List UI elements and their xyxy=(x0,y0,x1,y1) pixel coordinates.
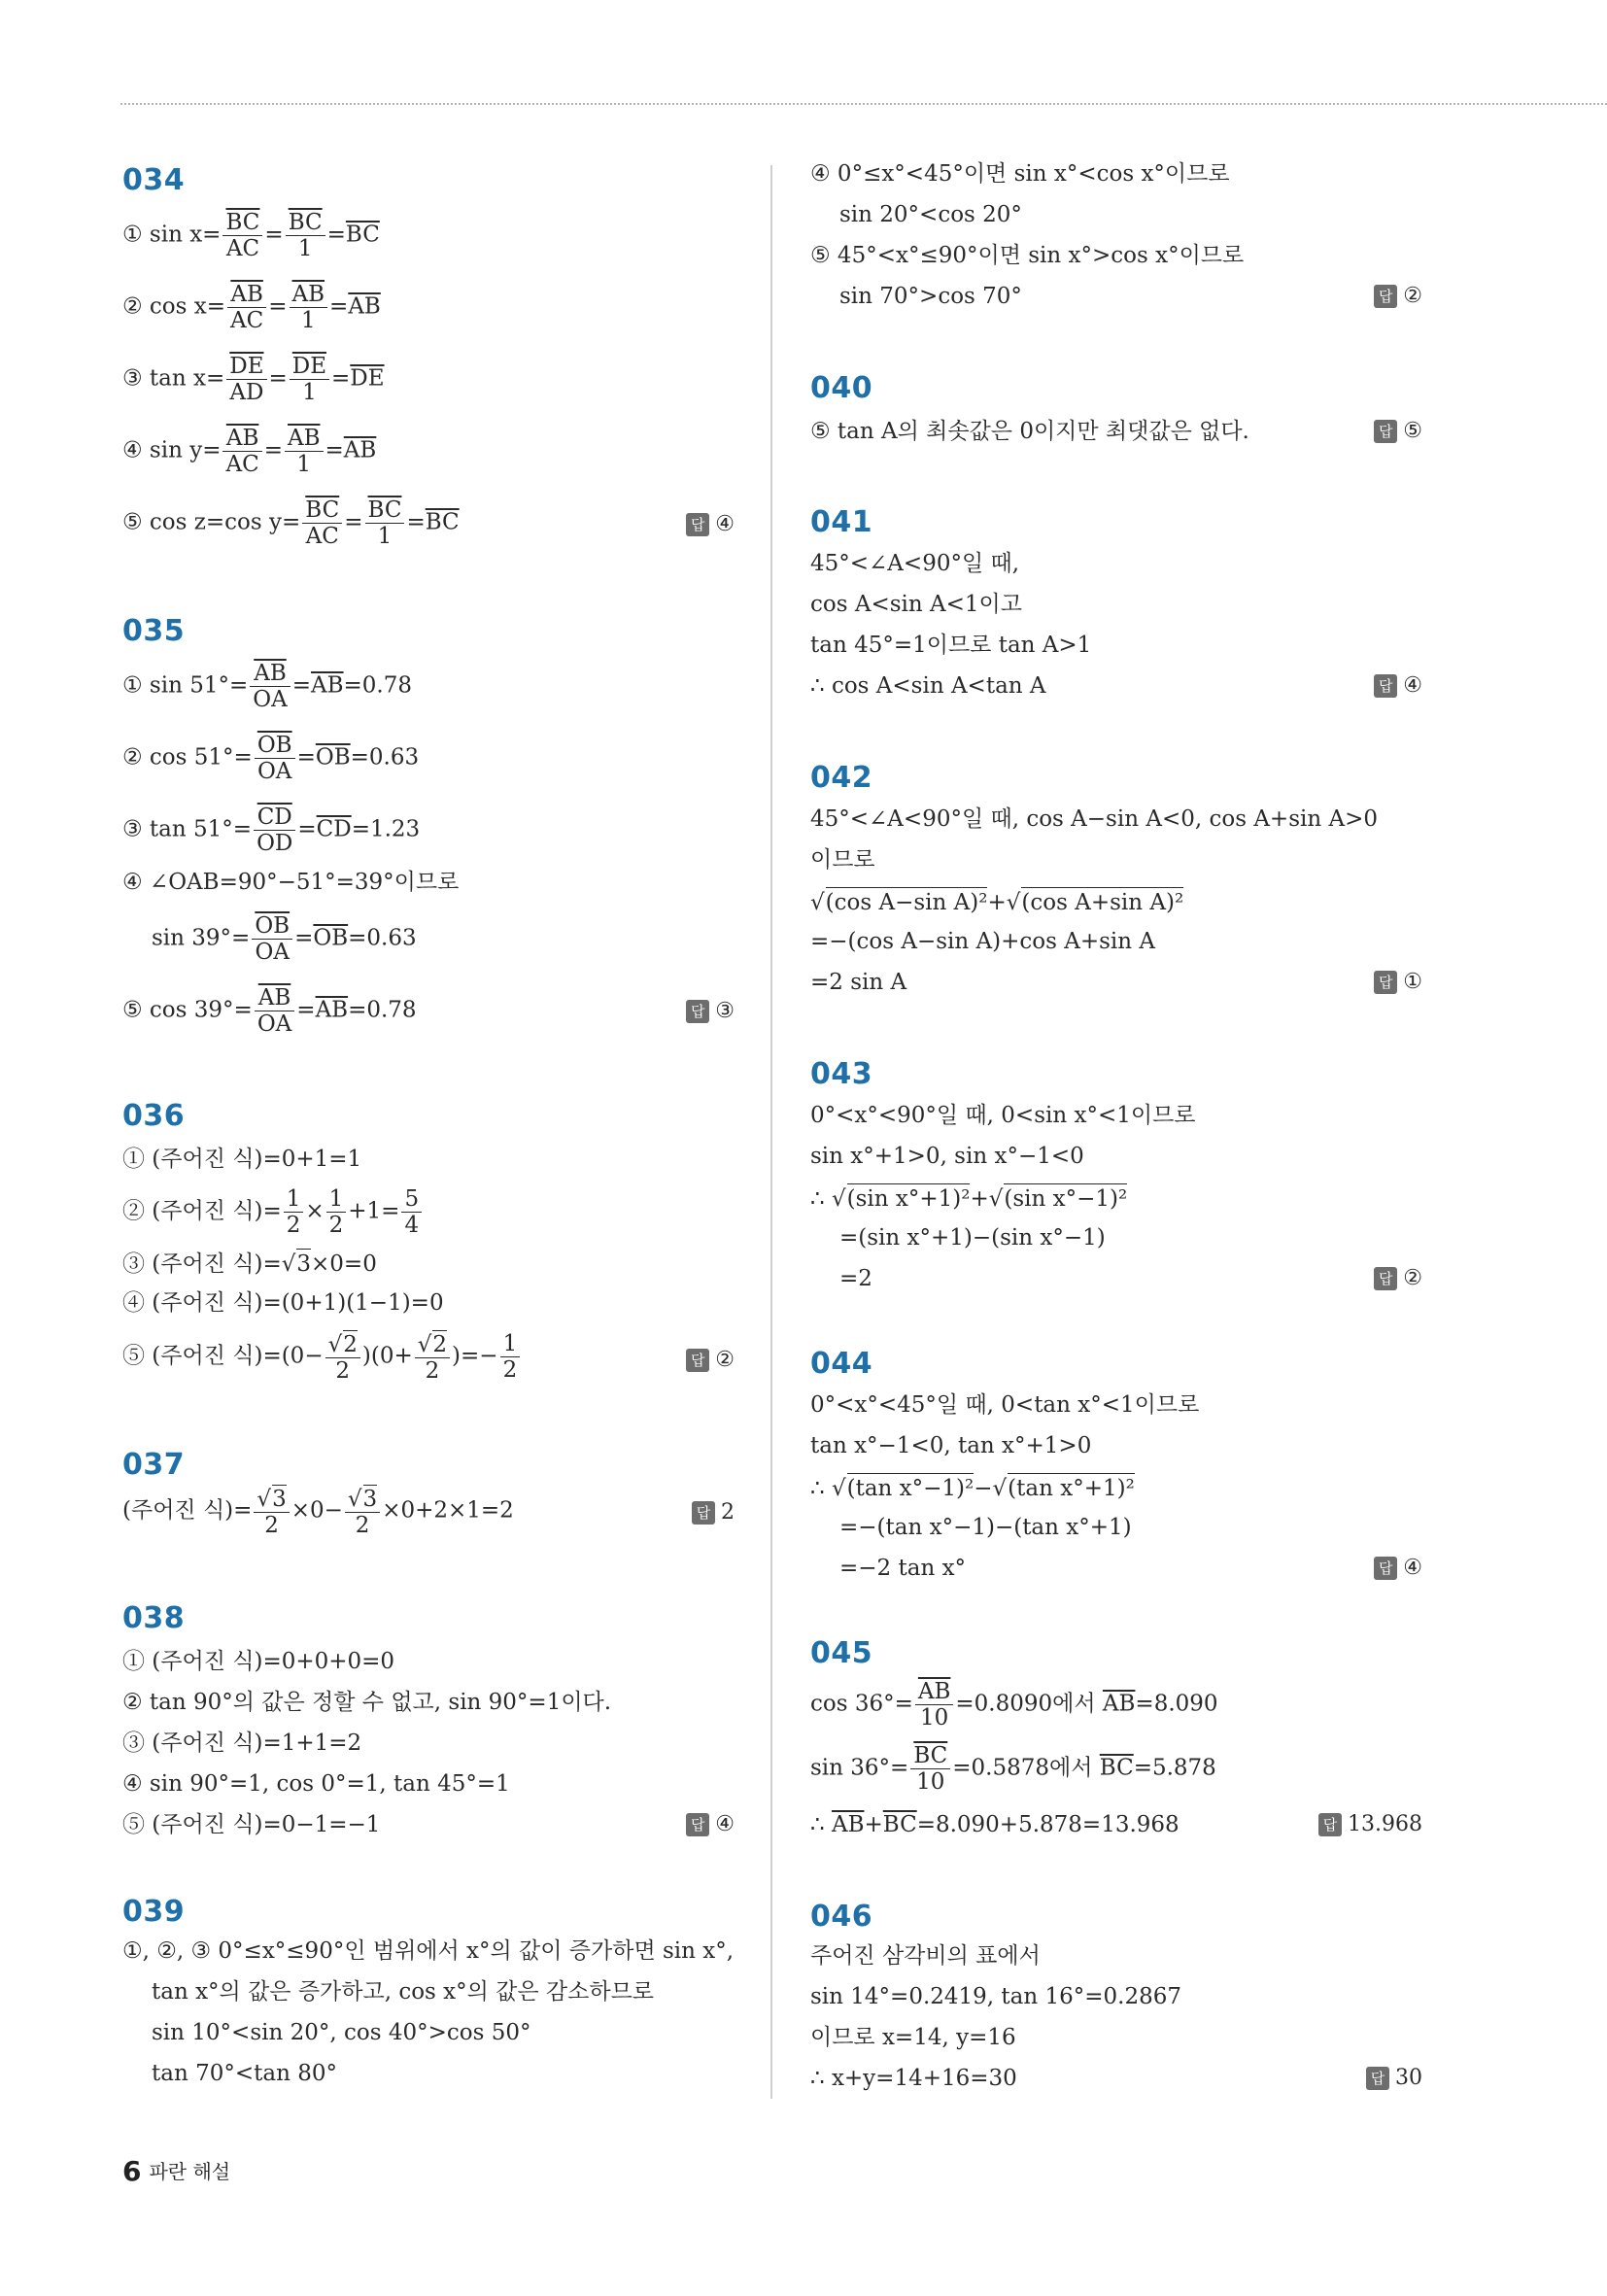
solution-line: sin 10°<sin 20°, cos 40°>cos 50° xyxy=(152,2020,531,2045)
solution-line: sin 14°=0.2419, tan 16°=0.2867 xyxy=(810,1984,1182,2009)
answer-icon: 답 xyxy=(1374,285,1397,308)
answer-badge: 답 ② xyxy=(1374,1265,1422,1292)
problem-number: 039 xyxy=(122,1895,186,1929)
problem-number: 038 xyxy=(122,1601,186,1635)
fraction: $\frac{\overline{AB}}{OA}$ xyxy=(250,661,290,712)
answer-icon: 답 xyxy=(1374,674,1397,698)
fraction: $\frac{\overline{OB}}{OA}$ xyxy=(255,733,295,784)
solution-line: ⑤ tan A의 최솟값은 0이지만 최댓값은 없다. xyxy=(810,419,1249,444)
solution-line: ① sin x= $\frac{\overline{BC}}{AC}$ = $\frac{\overline{BC}}{1}$ $=\overline{BC}$ xyxy=(122,210,380,261)
answer-badge: 답 30 xyxy=(1366,2065,1422,2092)
page-number: 6 xyxy=(122,2155,142,2187)
fraction: $\frac{\overline{AB}}{10}$ xyxy=(915,1679,954,1731)
fraction: $\frac{1}{2}$ xyxy=(326,1186,347,1238)
page-footer xyxy=(122,2155,230,2187)
solution-line: cos 36°= $\frac{\overline{AB}}{10}$ =0.8090에서 $\overline{AB}=8.090$ xyxy=(810,1679,1218,1731)
fraction: $\frac{\overline{BC}}{10}$ xyxy=(910,1743,950,1795)
solution-line: 주어진 삼각비의 표에서 xyxy=(810,1943,1041,1969)
solution-line: ③ tan x= $\frac{\overline{DE}}{AD}$ = $\frac{\overline{DE}}{1}$ $=\overline{DE}$ xyxy=(122,354,385,405)
solution-line: ④ sin 90°=1, cos 0°=1, tan 45°=1 xyxy=(122,1771,510,1797)
problem-number: 042 xyxy=(810,761,873,795)
solution-line: =2 xyxy=(839,1266,872,1291)
solution-line: sin 36°= $\frac{\overline{BC}}{10}$ =0.5878에서 $\overline{BC}=5.878$ xyxy=(810,1743,1216,1795)
problem-number: 046 xyxy=(810,1900,873,1934)
problem-number: 045 xyxy=(810,1636,873,1670)
solution-line: ④ ∠OAB=90°−51°=39°이므로 xyxy=(122,870,460,895)
solution-line: cos A<sin A<1이고 xyxy=(810,592,1022,617)
solution-line: ⑤ (주어진 식)=0−1=−1 xyxy=(122,1812,381,1837)
fraction: $\frac{\overline{AB}}{AC}$ xyxy=(227,282,266,333)
fraction: $\frac{\overline{BC}}{1}$ xyxy=(286,210,325,261)
answer-icon: 답 xyxy=(686,1813,709,1836)
expr: ① sin x= xyxy=(122,222,222,248)
answer-icon: 답 xyxy=(686,1000,709,1023)
solution-line: ③ (주어진 식)=1+1=2 xyxy=(122,1731,362,1756)
answer-badge: 답 ④ xyxy=(1374,1555,1422,1582)
answer-icon: 답 xyxy=(686,513,709,536)
solution-line: tan x°−1<0, tan x°+1>0 xyxy=(810,1433,1092,1458)
solution-line: ④ (주어진 식)=(0+1)(1−1)=0 xyxy=(122,1290,444,1316)
answer-badge: 답 ③ xyxy=(686,998,735,1025)
fraction: $\frac{\overline{DE}}{1}$ xyxy=(290,354,329,405)
problem-number: 041 xyxy=(810,505,873,539)
solution-line: ② (주어진 식)= $\frac{1}{2}$ × $\frac{1}{2}$ +1= $\frac{5}{4}$ xyxy=(122,1186,424,1238)
solution-line: 0°<x°<45°일 때, 0<tan x°<1이므로 xyxy=(810,1392,1200,1418)
fraction: $\frac{5}{4}$ xyxy=(401,1186,422,1238)
problem-number: 043 xyxy=(810,1057,873,1091)
answer-icon: 답 xyxy=(686,1349,709,1372)
answer-icon: 답 xyxy=(1374,1267,1397,1290)
solution-line: ∴ √(sin x°+1)²+√(sin x°−1)² xyxy=(810,1183,1127,1213)
solution-line: ① sin 51°= $\frac{\overline{AB}}{OA}$ $=\overline{AB}=0.78$ xyxy=(122,661,413,712)
answer-icon: 답 xyxy=(1366,2067,1389,2090)
answer-badge: 답 ④ xyxy=(686,511,735,538)
problem-number: 037 xyxy=(122,1448,186,1482)
fraction: $\frac{√2}{2}$ xyxy=(415,1330,450,1384)
fraction: $\frac{\overline{BC}}{AC}$ xyxy=(222,210,262,261)
fraction: $\frac{1}{2}$ xyxy=(500,1331,521,1383)
top-dotted-rule xyxy=(120,103,1607,105)
solution-line: tan 45°=1이므로 tan A>1 xyxy=(810,633,1092,658)
solution-line: 이므로 xyxy=(810,847,875,873)
fraction: $\frac{√2}{2}$ xyxy=(325,1330,360,1384)
answer-badge: 답 ⑤ xyxy=(1374,418,1422,445)
book-title: 파란 해설 xyxy=(149,2160,231,2183)
solution-line: ∴ $\overline{AB}+\overline{BC}=8.090+5.878=13.968$ xyxy=(810,1812,1180,1837)
problem-number: 035 xyxy=(122,614,186,648)
column-divider xyxy=(770,165,772,2099)
solution-line: =−(tan x°−1)−(tan x°+1) xyxy=(839,1515,1132,1540)
solution-line: ⑤ cos 39°= $\frac{\overline{AB}}{OA}$ $=\overline{AB}=0.78$ xyxy=(122,985,417,1037)
answer-icon: 답 xyxy=(692,1501,715,1525)
solution-line: ④ 0°≤x°<45°이면 sin x°<cos x°이므로 xyxy=(810,161,1230,187)
solution-line: tan 70°<tan 80° xyxy=(152,2061,337,2086)
solution-line: (주어진 식)= $\frac{√3}{2}$ ×0− $\frac{√3}{2}$ ×0+2×1=2 xyxy=(122,1487,514,1538)
solution-line: =−2 tan x° xyxy=(839,1556,967,1581)
answer-icon: 답 xyxy=(1374,1557,1397,1580)
solution-line: ∴ √(tan x°−1)²−√(tan x°+1)² xyxy=(810,1473,1135,1502)
solution-line: sin 70°>cos 70° xyxy=(839,284,1022,309)
solution-line: 이므로 x=14, y=16 xyxy=(810,2025,1016,2050)
fraction: $\frac{\overline{AB}}{1}$ xyxy=(290,282,328,333)
problem-number: 034 xyxy=(122,163,186,197)
solution-line: ∴ cos A<sin A<tan A xyxy=(810,673,1046,699)
answer-badge: 답 ④ xyxy=(686,1811,735,1838)
answer-badge: 답 ① xyxy=(1374,969,1422,996)
fraction: $\frac{\overline{BC}}{1}$ xyxy=(365,497,405,549)
solution-line: ③ tan 51°= $\frac{\overline{CD}}{OD}$ $=\overline{CD}=1.23$ xyxy=(122,805,421,856)
solution-line: ∴ x+y=14+16=30 xyxy=(810,2066,1017,2091)
solution-line: 45°<∠A<90°일 때, cos A−sin A<0, cos A+sin A>0 xyxy=(810,806,1378,832)
solution-line: sin 20°<cos 20° xyxy=(839,202,1022,227)
answer-icon: 답 xyxy=(1374,971,1397,994)
answer-badge: 답 13.968 xyxy=(1318,1811,1422,1838)
solution-line: ① (주어진 식)=0+0+0=0 xyxy=(122,1649,395,1674)
solution-line: sin 39°= $\frac{\overline{OB}}{OA}$ $=\overline{OB}=0.63$ xyxy=(152,913,417,965)
fraction: $\frac{\overline{AB}}{1}$ xyxy=(285,426,324,477)
solution-line: ⑤ cos z=cos y= $\frac{\overline{BC}}{AC}$ = $\frac{\overline{BC}}{1}$ $=\overline{BC}$ xyxy=(122,497,460,549)
problem-number: 040 xyxy=(810,371,873,405)
solution-line: ① (주어진 식)=0+1=1 xyxy=(122,1147,362,1172)
answer-badge: 답 ④ xyxy=(1374,672,1422,700)
answer-icon: 답 xyxy=(1374,420,1397,443)
fraction: $\frac{√3}{2}$ xyxy=(345,1485,380,1538)
solution-line: =2 sin A xyxy=(810,970,907,995)
solution-line: ② cos x= $\frac{\overline{AB}}{AC}$ = $\frac{\overline{AB}}{1}$ $=\overline{AB}$ xyxy=(122,282,381,333)
solution-line: =(sin x°+1)−(sin x°−1) xyxy=(839,1225,1106,1251)
solution-line: ③ (주어진 식)=√3×0=0 xyxy=(122,1249,377,1278)
solution-line: ② tan 90°의 값은 정할 수 없고, sin 90°=1이다. xyxy=(122,1690,612,1715)
solution-line: ② cos 51°= $\frac{\overline{OB}}{OA}$ $=\overline{OB}=0.63$ xyxy=(122,733,420,784)
answer-badge: 답 ② xyxy=(686,1347,735,1374)
problem-number: 044 xyxy=(810,1347,873,1381)
solution-line: sin x°+1>0, sin x°−1<0 xyxy=(810,1144,1084,1169)
fraction: $\frac{\overline{AB}}{OA}$ xyxy=(255,985,294,1037)
fraction: $\frac{\overline{OB}}{OA}$ xyxy=(252,913,292,965)
fraction: $\frac{√3}{2}$ xyxy=(254,1485,289,1538)
solution-line: ⑤ (주어진 식)=(0− $\frac{√2}{2}$ )(0+ $\frac{√2}{2}$ )=− $\frac{1}{2}$ xyxy=(122,1330,522,1384)
solution-line: 45°<∠A<90°일 때, xyxy=(810,551,1020,576)
solution-line: ⑤ 45°<x°≤90°이면 sin x°>cos x°이므로 xyxy=(810,243,1245,268)
solution-line: ④ sin y= $\frac{\overline{AB}}{AC}$ = $\frac{\overline{AB}}{1}$ $=\overline{AB}$ xyxy=(122,426,377,477)
solution-line: tan x°의 값은 증가하고, cos x°의 값은 감소하므로 xyxy=(152,1979,655,2005)
answer-badge: 답 ② xyxy=(1374,283,1422,310)
answer-badge: 답 2 xyxy=(692,1499,735,1526)
problem-number: 036 xyxy=(122,1099,186,1133)
solution-line: ①, ②, ③ 0°≤x°≤90°인 범위에서 x°의 값이 증가하면 sin x°, xyxy=(122,1938,735,1964)
fraction: $\frac{\overline{DE}}{AD}$ xyxy=(226,354,266,405)
solution-line: =−(cos A−sin A)+cos A+sin A xyxy=(810,929,1155,954)
fraction: $\frac{1}{2}$ xyxy=(284,1186,304,1238)
solution-line: √(cos A−sin A)²+√(cos A+sin A)² xyxy=(810,887,1183,916)
solution-line: 0°<x°<90°일 때, 0<sin x°<1이므로 xyxy=(810,1103,1196,1128)
fraction: $\frac{\overline{BC}}{AC}$ xyxy=(302,497,342,549)
fraction: $\frac{\overline{AB}}{AC}$ xyxy=(222,426,261,477)
answer-icon: 답 xyxy=(1318,1813,1342,1836)
fraction: $\frac{\overline{CD}}{OD}$ xyxy=(254,805,295,856)
